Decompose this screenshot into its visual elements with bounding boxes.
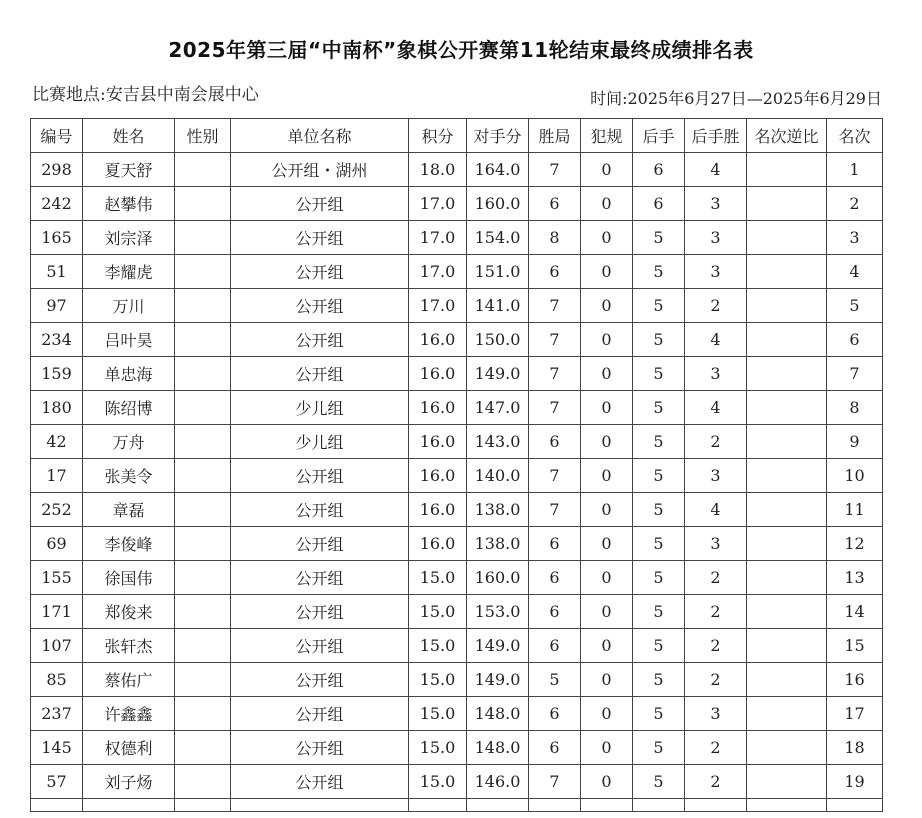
page-title: 2025年第三届“中南杯”象棋公开赛第11轮结束最终成绩排名表 xyxy=(168,38,754,62)
cell-unit: 少儿组 xyxy=(231,425,409,459)
cell-black-wins: 3 xyxy=(685,357,747,391)
cell-black: 5 xyxy=(633,221,685,255)
cell-black: 5 xyxy=(633,425,685,459)
header-points: 积分 xyxy=(409,119,467,153)
cell-reverse-rank xyxy=(747,357,827,391)
cell-rank: 7 xyxy=(827,357,883,391)
cell-unit: 公开组 xyxy=(231,187,409,221)
cell-empty xyxy=(685,799,747,812)
cell-id: 171 xyxy=(31,595,83,629)
cell-opponent-points: 138.0 xyxy=(467,527,529,561)
cell-points: 18.0 xyxy=(409,153,467,187)
cell-black-wins: 3 xyxy=(685,187,747,221)
cell-black-wins: 2 xyxy=(685,629,747,663)
cell-gender xyxy=(175,561,231,595)
header-unit: 单位名称 xyxy=(231,119,409,153)
cell-reverse-rank xyxy=(747,663,827,697)
cell-reverse-rank xyxy=(747,595,827,629)
cell-empty xyxy=(827,799,883,812)
cell-rank: 10 xyxy=(827,459,883,493)
cell-black: 5 xyxy=(633,493,685,527)
cell-name: 李俊峰 xyxy=(83,527,175,561)
cell-black: 5 xyxy=(633,663,685,697)
cell-points: 15.0 xyxy=(409,731,467,765)
cell-reverse-rank xyxy=(747,153,827,187)
cell-rank: 9 xyxy=(827,425,883,459)
cell-reverse-rank xyxy=(747,527,827,561)
cell-points: 15.0 xyxy=(409,663,467,697)
cell-fouls: 0 xyxy=(581,289,633,323)
cell-opponent-points: 146.0 xyxy=(467,765,529,799)
cell-unit: 公开组 xyxy=(231,493,409,527)
cell-wins: 6 xyxy=(529,255,581,289)
cell-wins: 6 xyxy=(529,629,581,663)
cell-empty xyxy=(529,799,581,812)
cell-black-wins: 4 xyxy=(685,323,747,357)
venue-label: 比赛地点:安吉县中南会展中心 xyxy=(32,85,259,105)
cell-wins: 6 xyxy=(529,731,581,765)
cell-gender xyxy=(175,493,231,527)
cell-points: 15.0 xyxy=(409,595,467,629)
cell-fouls: 0 xyxy=(581,629,633,663)
cell-opponent-points: 149.0 xyxy=(467,357,529,391)
cell-fouls: 0 xyxy=(581,459,633,493)
cell-name: 刘子炀 xyxy=(83,765,175,799)
cell-reverse-rank xyxy=(747,289,827,323)
cell-name: 李耀虎 xyxy=(83,255,175,289)
cell-gender xyxy=(175,663,231,697)
cell-unit: 公开组 xyxy=(231,221,409,255)
cell-points: 17.0 xyxy=(409,187,467,221)
cell-black-wins: 3 xyxy=(685,527,747,561)
cell-reverse-rank xyxy=(747,323,827,357)
cell-black-wins: 4 xyxy=(685,153,747,187)
cell-opponent-points: 150.0 xyxy=(467,323,529,357)
cell-black: 5 xyxy=(633,255,685,289)
cell-gender xyxy=(175,731,231,765)
cell-opponent-points: 164.0 xyxy=(467,153,529,187)
cell-gender xyxy=(175,595,231,629)
cell-fouls: 0 xyxy=(581,153,633,187)
cell-rank: 17 xyxy=(827,697,883,731)
header-wins: 胜局 xyxy=(529,119,581,153)
cell-black: 5 xyxy=(633,323,685,357)
cell-wins: 6 xyxy=(529,697,581,731)
cell-unit: 公开组 xyxy=(231,731,409,765)
date-range-label: 时间:2025年6月27日—2025年6月29日 xyxy=(590,89,882,108)
cell-wins: 7 xyxy=(529,357,581,391)
cell-black-wins: 2 xyxy=(685,289,747,323)
cell-black: 5 xyxy=(633,595,685,629)
cell-id: 145 xyxy=(31,731,83,765)
cell-unit: 公开组 xyxy=(231,561,409,595)
table-row xyxy=(31,187,883,221)
ranking-table xyxy=(30,118,883,812)
cell-black-wins: 4 xyxy=(685,391,747,425)
cell-wins: 6 xyxy=(529,425,581,459)
cell-black: 6 xyxy=(633,187,685,221)
table-header-row xyxy=(31,119,883,153)
cell-wins: 7 xyxy=(529,153,581,187)
cell-unit: 公开组 xyxy=(231,629,409,663)
cell-unit: 公开组 xyxy=(231,459,409,493)
cell-black-wins: 2 xyxy=(685,731,747,765)
table-row xyxy=(31,459,883,493)
cell-wins: 6 xyxy=(529,187,581,221)
header-reverse-rank: 名次逆比 xyxy=(747,119,827,153)
cell-id: 17 xyxy=(31,459,83,493)
cell-rank: 13 xyxy=(827,561,883,595)
cell-empty xyxy=(231,799,409,812)
table-row xyxy=(31,425,883,459)
cell-gender xyxy=(175,221,231,255)
header-rank: 名次 xyxy=(827,119,883,153)
cell-id: 155 xyxy=(31,561,83,595)
table-row xyxy=(31,493,883,527)
cell-black: 5 xyxy=(633,629,685,663)
cell-empty xyxy=(581,799,633,812)
cell-points: 17.0 xyxy=(409,289,467,323)
cell-opponent-points: 154.0 xyxy=(467,221,529,255)
cell-gender xyxy=(175,323,231,357)
cell-id: 97 xyxy=(31,289,83,323)
cell-rank: 6 xyxy=(827,323,883,357)
header-black: 后手 xyxy=(633,119,685,153)
cell-reverse-rank xyxy=(747,187,827,221)
table-row xyxy=(31,595,883,629)
table-body xyxy=(31,153,883,812)
table-row xyxy=(31,697,883,731)
cell-black-wins: 3 xyxy=(685,221,747,255)
cell-gender xyxy=(175,765,231,799)
cell-gender xyxy=(175,697,231,731)
cell-id: 180 xyxy=(31,391,83,425)
table-row xyxy=(31,289,883,323)
cell-unit: 公开组 xyxy=(231,527,409,561)
cell-name: 赵攀伟 xyxy=(83,187,175,221)
cell-unit: 公开组 xyxy=(231,697,409,731)
cell-fouls: 0 xyxy=(581,357,633,391)
cell-wins: 6 xyxy=(529,595,581,629)
cell-empty xyxy=(409,799,467,812)
cell-rank: 1 xyxy=(827,153,883,187)
cell-fouls: 0 xyxy=(581,221,633,255)
cell-rank: 14 xyxy=(827,595,883,629)
cell-fouls: 0 xyxy=(581,493,633,527)
cell-reverse-rank xyxy=(747,561,827,595)
cell-name: 徐国伟 xyxy=(83,561,175,595)
cell-black-wins: 2 xyxy=(685,595,747,629)
cell-id: 159 xyxy=(31,357,83,391)
cell-fouls: 0 xyxy=(581,561,633,595)
table-row xyxy=(31,391,883,425)
cell-name: 郑俊来 xyxy=(83,595,175,629)
cell-black: 6 xyxy=(633,153,685,187)
cell-gender xyxy=(175,391,231,425)
table-row-partial xyxy=(31,799,883,812)
cell-black: 5 xyxy=(633,697,685,731)
cell-id: 57 xyxy=(31,765,83,799)
cell-wins: 7 xyxy=(529,391,581,425)
cell-fouls: 0 xyxy=(581,255,633,289)
cell-black-wins: 2 xyxy=(685,663,747,697)
cell-empty xyxy=(83,799,175,812)
cell-wins: 7 xyxy=(529,323,581,357)
cell-rank: 8 xyxy=(827,391,883,425)
cell-rank: 18 xyxy=(827,731,883,765)
cell-unit: 公开组・湖州 xyxy=(231,153,409,187)
cell-reverse-rank xyxy=(747,697,827,731)
cell-points: 16.0 xyxy=(409,527,467,561)
header-id: 编号 xyxy=(31,119,83,153)
cell-rank: 19 xyxy=(827,765,883,799)
cell-black-wins: 2 xyxy=(685,765,747,799)
cell-points: 17.0 xyxy=(409,221,467,255)
table-row xyxy=(31,255,883,289)
table-row xyxy=(31,153,883,187)
cell-name: 许鑫鑫 xyxy=(83,697,175,731)
cell-opponent-points: 143.0 xyxy=(467,425,529,459)
cell-reverse-rank xyxy=(747,391,827,425)
cell-fouls: 0 xyxy=(581,425,633,459)
cell-gender xyxy=(175,629,231,663)
cell-id: 234 xyxy=(31,323,83,357)
cell-fouls: 0 xyxy=(581,391,633,425)
cell-reverse-rank xyxy=(747,629,827,663)
cell-black: 5 xyxy=(633,391,685,425)
cell-points: 17.0 xyxy=(409,255,467,289)
cell-rank: 12 xyxy=(827,527,883,561)
cell-black-wins: 2 xyxy=(685,425,747,459)
cell-opponent-points: 148.0 xyxy=(467,697,529,731)
table-row xyxy=(31,629,883,663)
cell-gender xyxy=(175,255,231,289)
table-row xyxy=(31,357,883,391)
cell-points: 15.0 xyxy=(409,629,467,663)
cell-rank: 5 xyxy=(827,289,883,323)
cell-points: 16.0 xyxy=(409,425,467,459)
cell-wins: 7 xyxy=(529,493,581,527)
header-black-wins: 后手胜 xyxy=(685,119,747,153)
table-row xyxy=(31,527,883,561)
cell-opponent-points: 160.0 xyxy=(467,561,529,595)
cell-id: 252 xyxy=(31,493,83,527)
cell-name: 万舟 xyxy=(83,425,175,459)
cell-empty xyxy=(467,799,529,812)
cell-unit: 公开组 xyxy=(231,289,409,323)
cell-reverse-rank xyxy=(747,459,827,493)
cell-points: 16.0 xyxy=(409,323,467,357)
cell-black: 5 xyxy=(633,357,685,391)
cell-opponent-points: 153.0 xyxy=(467,595,529,629)
cell-opponent-points: 149.0 xyxy=(467,663,529,697)
cell-fouls: 0 xyxy=(581,765,633,799)
cell-opponent-points: 151.0 xyxy=(467,255,529,289)
cell-rank: 16 xyxy=(827,663,883,697)
cell-opponent-points: 141.0 xyxy=(467,289,529,323)
cell-points: 16.0 xyxy=(409,459,467,493)
cell-fouls: 0 xyxy=(581,697,633,731)
cell-points: 15.0 xyxy=(409,765,467,799)
table-row xyxy=(31,561,883,595)
cell-wins: 6 xyxy=(529,527,581,561)
cell-gender xyxy=(175,459,231,493)
cell-black-wins: 3 xyxy=(685,697,747,731)
cell-black-wins: 4 xyxy=(685,493,747,527)
cell-id: 51 xyxy=(31,255,83,289)
cell-gender xyxy=(175,357,231,391)
cell-black-wins: 2 xyxy=(685,561,747,595)
cell-fouls: 0 xyxy=(581,663,633,697)
cell-fouls: 0 xyxy=(581,323,633,357)
cell-reverse-rank xyxy=(747,221,827,255)
header-gender: 性别 xyxy=(175,119,231,153)
cell-reverse-rank xyxy=(747,255,827,289)
table-row xyxy=(31,765,883,799)
cell-black: 5 xyxy=(633,731,685,765)
cell-reverse-rank xyxy=(747,493,827,527)
cell-gender xyxy=(175,527,231,561)
cell-id: 237 xyxy=(31,697,83,731)
cell-id: 42 xyxy=(31,425,83,459)
cell-gender xyxy=(175,425,231,459)
cell-reverse-rank xyxy=(747,765,827,799)
table-row xyxy=(31,663,883,697)
cell-unit: 公开组 xyxy=(231,595,409,629)
cell-id: 298 xyxy=(31,153,83,187)
cell-black: 5 xyxy=(633,527,685,561)
cell-empty xyxy=(31,799,83,812)
cell-opponent-points: 148.0 xyxy=(467,731,529,765)
header-name: 姓名 xyxy=(83,119,175,153)
cell-name: 权德利 xyxy=(83,731,175,765)
cell-black: 5 xyxy=(633,459,685,493)
cell-gender xyxy=(175,153,231,187)
table-row xyxy=(31,221,883,255)
cell-wins: 7 xyxy=(529,765,581,799)
cell-unit: 公开组 xyxy=(231,357,409,391)
cell-black-wins: 3 xyxy=(685,255,747,289)
cell-unit: 公开组 xyxy=(231,765,409,799)
cell-rank: 15 xyxy=(827,629,883,663)
cell-reverse-rank xyxy=(747,731,827,765)
cell-opponent-points: 160.0 xyxy=(467,187,529,221)
cell-name: 万川 xyxy=(83,289,175,323)
table-row xyxy=(31,323,883,357)
cell-name: 张美令 xyxy=(83,459,175,493)
cell-fouls: 0 xyxy=(581,187,633,221)
cell-id: 107 xyxy=(31,629,83,663)
cell-unit: 公开组 xyxy=(231,663,409,697)
cell-name: 刘宗泽 xyxy=(83,221,175,255)
cell-unit: 公开组 xyxy=(231,323,409,357)
cell-points: 16.0 xyxy=(409,357,467,391)
cell-empty xyxy=(633,799,685,812)
cell-rank: 4 xyxy=(827,255,883,289)
cell-opponent-points: 149.0 xyxy=(467,629,529,663)
cell-wins: 7 xyxy=(529,459,581,493)
cell-rank: 2 xyxy=(827,187,883,221)
cell-reverse-rank xyxy=(747,425,827,459)
cell-empty xyxy=(175,799,231,812)
cell-wins: 7 xyxy=(529,289,581,323)
cell-points: 16.0 xyxy=(409,391,467,425)
cell-wins: 8 xyxy=(529,221,581,255)
cell-unit: 公开组 xyxy=(231,255,409,289)
cell-id: 69 xyxy=(31,527,83,561)
cell-points: 16.0 xyxy=(409,493,467,527)
cell-black: 5 xyxy=(633,561,685,595)
cell-opponent-points: 147.0 xyxy=(467,391,529,425)
cell-name: 陈绍博 xyxy=(83,391,175,425)
cell-wins: 6 xyxy=(529,561,581,595)
cell-fouls: 0 xyxy=(581,595,633,629)
cell-gender xyxy=(175,289,231,323)
cell-empty xyxy=(747,799,827,812)
cell-black-wins: 3 xyxy=(685,459,747,493)
cell-fouls: 0 xyxy=(581,731,633,765)
cell-name: 吕叶昊 xyxy=(83,323,175,357)
cell-id: 85 xyxy=(31,663,83,697)
cell-name: 蔡佑广 xyxy=(83,663,175,697)
cell-opponent-points: 138.0 xyxy=(467,493,529,527)
cell-fouls: 0 xyxy=(581,527,633,561)
header-opponent-points: 对手分 xyxy=(467,119,529,153)
cell-rank: 11 xyxy=(827,493,883,527)
cell-unit: 少儿组 xyxy=(231,391,409,425)
cell-points: 15.0 xyxy=(409,697,467,731)
cell-wins: 5 xyxy=(529,663,581,697)
table-row xyxy=(31,731,883,765)
cell-id: 165 xyxy=(31,221,83,255)
cell-name: 张轩杰 xyxy=(83,629,175,663)
header-fouls: 犯规 xyxy=(581,119,633,153)
cell-black: 5 xyxy=(633,289,685,323)
cell-opponent-points: 140.0 xyxy=(467,459,529,493)
cell-rank: 3 xyxy=(827,221,883,255)
cell-name: 单忠海 xyxy=(83,357,175,391)
cell-name: 章磊 xyxy=(83,493,175,527)
cell-name: 夏天舒 xyxy=(83,153,175,187)
cell-gender xyxy=(175,187,231,221)
cell-id: 242 xyxy=(31,187,83,221)
cell-black: 5 xyxy=(633,765,685,799)
cell-points: 15.0 xyxy=(409,561,467,595)
